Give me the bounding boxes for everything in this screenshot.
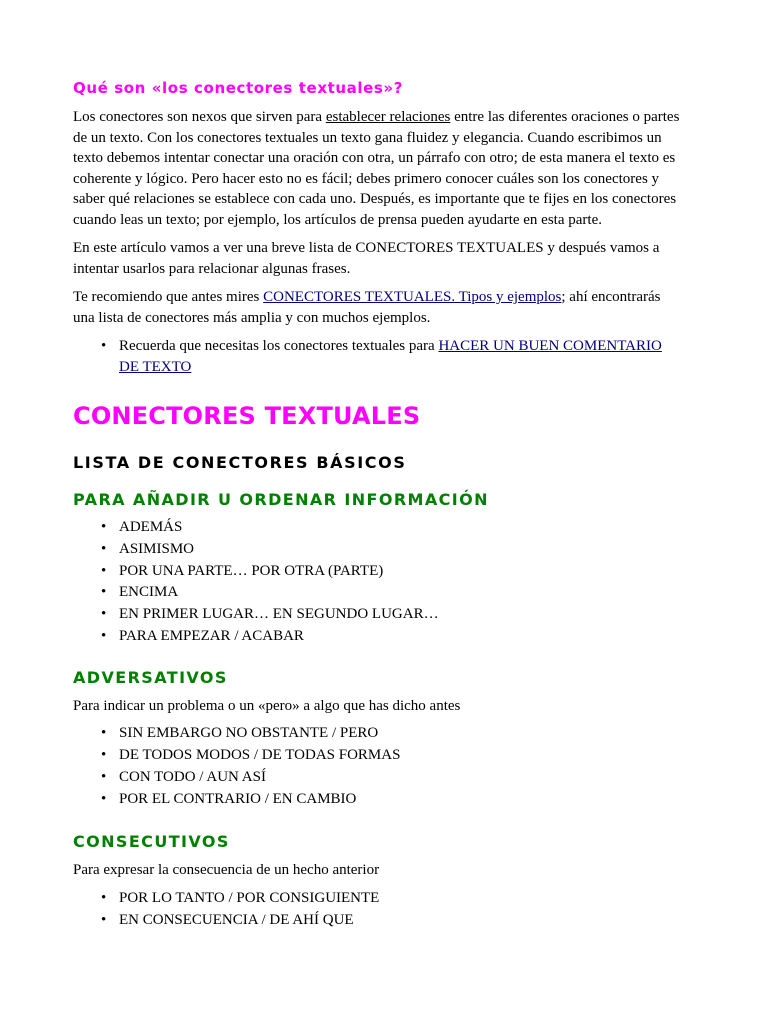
main-heading: CONECTORES TEXTUALES bbox=[73, 402, 421, 430]
consecutivos-list bbox=[73, 888, 683, 932]
intro-heading: Qué son «los conectores textuales»? bbox=[73, 79, 404, 97]
intro-paragraph-2: En este artículo vamos a ver una breve lista de CONECTORES TEXTUALES y después vamos a intentar usarlos para relacionar algunas frases. bbox=[73, 240, 660, 277]
section-heading-anadir: PARA AÑADIR U ORDENAR INFORMACIÓN bbox=[73, 490, 489, 509]
section-heading-consecutivos: CONSECUTIVOS bbox=[73, 832, 230, 852]
intro-paragraph-3 bbox=[73, 287, 683, 328]
intro-bullet-list bbox=[73, 336, 683, 377]
intro-p1-text-before: Los conectores son nexos que sirven para bbox=[73, 109, 326, 125]
list-item bbox=[73, 336, 683, 377]
sub-heading: LISTA DE CONECTORES BÁSICOS bbox=[73, 453, 407, 472]
list-item: • POR UNA PARTE… POR OTRA (PARTE) bbox=[73, 561, 683, 583]
list-item: • EN CONSECUENCIA / DE AHÍ QUE bbox=[73, 910, 683, 932]
intro-p3-text-before: Te recomiendo que antes mires bbox=[73, 289, 264, 305]
intro-p1-text-after: entre las diferentes oraciones o partes de un texto. Con los conectores textuales un texto gana fluidez y elegancia. Cuando escribimos un texto debemos intentar conectar una oración con otra, un párrafo con otro; de esta manera el texto es coherente y lógico. Pero hacer esto no es fácil; debes primero conocer cuáles son los conectores y saber qué relaciones se establece con cada uno. Después, es importante que te fijes en los conectores cuando leas un texto; por ejemplo, los artículos de prensa pueden ayudarte en esta parte. bbox=[73, 109, 680, 228]
consecutivos-description: Para expresar la consecuencia de un hecho anterior bbox=[73, 862, 380, 879]
list-item: • ASIMISMO bbox=[73, 539, 683, 561]
establecer-relaciones-link[interactable]: establecer relaciones bbox=[325, 109, 451, 125]
document-page bbox=[73, 78, 683, 932]
list-item: • PARA EMPEZAR / ACABAR bbox=[73, 626, 683, 648]
list-item: • ENCIMA bbox=[73, 582, 683, 604]
comentario-texto-link[interactable]: HACER UN BUEN COMENTARIO DE TEXTO bbox=[119, 338, 662, 375]
conectores-tipos-link[interactable]: CONECTORES TEXTUALES. Tipos y ejemplos bbox=[263, 289, 562, 305]
list-item: • POR EL CONTRARIO / EN CAMBIO bbox=[73, 789, 683, 811]
adversativos-list bbox=[73, 723, 683, 810]
intro-paragraph-1 bbox=[73, 107, 683, 230]
list-item: • ADEMÁS bbox=[73, 517, 683, 539]
intro-p3-text-after: ; ahí encontrarás una lista de conectores más amplia y con muchos ejemplos. bbox=[73, 289, 661, 326]
adversativos-description: Para indicar un problema o un «pero» a algo que has dicho antes bbox=[73, 697, 461, 714]
anadir-list bbox=[73, 517, 683, 648]
list-item: • POR LO TANTO / POR CONSIGUIENTE bbox=[73, 888, 683, 910]
list-item: • EN PRIMER LUGAR… EN SEGUNDO LUGAR… bbox=[73, 604, 683, 626]
section-heading-adversativos: ADVERSATIVOS bbox=[73, 667, 228, 687]
list-item: • CON TODO / AUN ASÍ bbox=[73, 767, 683, 789]
list-item: • DE TODOS MODOS / DE TODAS FORMAS bbox=[73, 745, 683, 767]
list-item: • SIN EMBARGO NO OBSTANTE / PERO bbox=[73, 723, 683, 745]
intro-bullet-text: Recuerda que necesitas los conectores textuales para bbox=[119, 338, 439, 354]
